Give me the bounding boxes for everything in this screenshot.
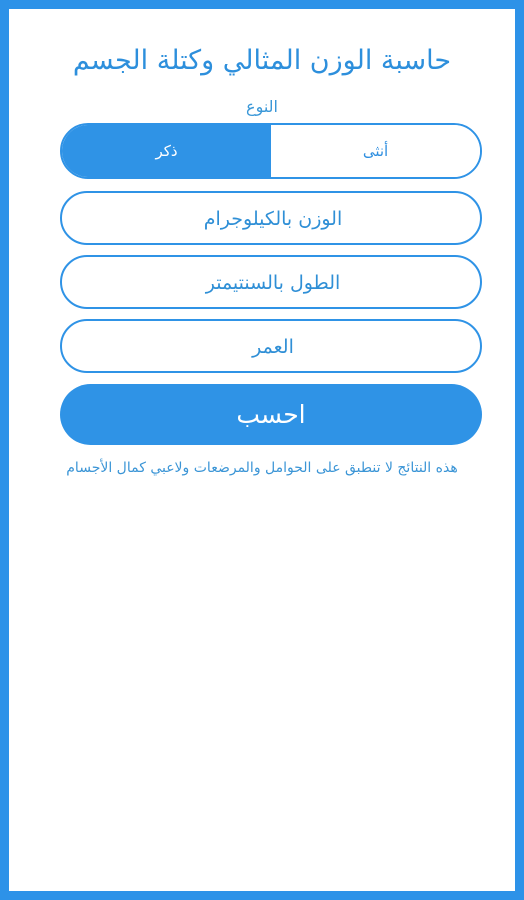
age-field-wrapper <box>60 319 482 373</box>
gender-option-female[interactable]: أنثى <box>271 125 480 177</box>
gender-option-male[interactable]: ذكر <box>62 125 271 177</box>
age-input[interactable] <box>62 321 482 373</box>
weight-field-wrapper <box>60 191 482 245</box>
page-title: حاسبة الوزن المثالي وكتلة الجسم <box>72 45 452 76</box>
weight-input[interactable] <box>62 193 482 245</box>
height-input[interactable] <box>62 257 482 309</box>
gender-selector <box>60 123 482 179</box>
height-field-wrapper <box>60 255 482 309</box>
gender-label: النوع <box>246 97 278 116</box>
calculate-button[interactable]: احسب <box>60 384 482 445</box>
disclaimer-note: هذه النتائج لا تنطبق على الحوامل والمرضعات ولاعبي كمال الأجسام <box>66 460 458 476</box>
